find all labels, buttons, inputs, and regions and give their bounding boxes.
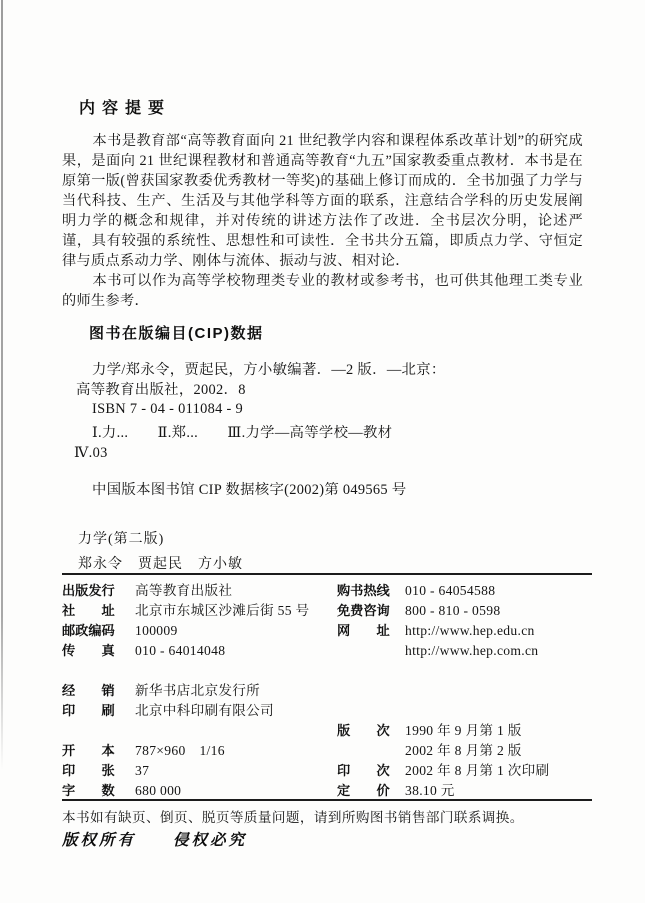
divider-top	[62, 573, 592, 575]
row-label-left: 邮政编码	[62, 623, 115, 638]
row-value-right: 1990 年 9 月第 1 版	[405, 723, 522, 738]
row-label-left	[62, 721, 120, 741]
book-authors: 郑永令 贾起民 方小敏	[78, 557, 243, 572]
cip-heading: 图书在版编目(CIP)数据	[89, 325, 264, 342]
cip-class-line-2: Ⅳ.03	[74, 444, 108, 461]
row-label-right: 购书热线	[337, 583, 390, 598]
row-value-left: 680 000	[135, 783, 182, 798]
row-label-left: 经 销	[62, 683, 115, 698]
row-value-right: 800 - 810 - 0598	[405, 603, 501, 618]
row-label-right	[337, 641, 393, 661]
row-label-left: 传 真	[62, 643, 115, 658]
table-row	[62, 681, 592, 701]
row-label-left: 开 本	[62, 743, 115, 758]
row-label-right: 定 价	[337, 783, 390, 798]
table-row	[62, 601, 592, 621]
row-value-left: 100009	[135, 623, 178, 638]
row-value-right	[405, 681, 592, 701]
cip-publisher-line: 高等教育出版社，2002．8	[76, 381, 246, 398]
table-row	[62, 781, 592, 801]
row-value-left: 37	[135, 763, 150, 778]
row-value-right: http://www.hep.edu.cn	[405, 623, 535, 638]
scan-edge-artifact	[1, 0, 3, 770]
row-label-left: 印 张	[62, 763, 115, 778]
cip-class-line-1: Ⅰ.力... Ⅱ.郑... Ⅲ.力学—高等学校—教材	[92, 425, 393, 441]
row-label-left: 字 数	[62, 783, 115, 798]
row-value-left	[135, 721, 337, 741]
divider-bottom	[62, 799, 592, 801]
summary-heading: 内容提要	[79, 100, 172, 117]
cip-isbn-line: ISBN 7 - 04 - 011084 - 9	[92, 401, 243, 417]
cip-classification	[62, 424, 583, 463]
row-label-left: 出版发行	[62, 583, 115, 598]
row-label-right: 版 次	[337, 723, 390, 738]
row-value-left: 北京市东城区沙滩后街 55 号	[135, 603, 310, 618]
row-value-right: 2002 年 8 月第 1 次印刷	[405, 763, 550, 778]
row-label-right	[337, 741, 393, 761]
row-label-right: 网 址	[337, 623, 390, 638]
copyright-notice: 版权所有 侵权必究	[62, 832, 248, 849]
table-row	[62, 621, 592, 641]
row-value-right: 38.10 元	[405, 783, 455, 798]
row-value-left: 010 - 64014048	[135, 643, 226, 658]
row-value-right: http://www.hep.com.cn	[405, 643, 539, 658]
summary-section	[62, 131, 583, 311]
table-row	[62, 761, 592, 781]
summary-paragraph-2: 本书可以作为高等学校物理类专业的教材或参考书，也可供其他理工类专业的师生参考．	[62, 273, 583, 309]
table-row	[62, 701, 592, 721]
cip-record	[62, 361, 583, 420]
book-title: 力学(第二版)	[78, 532, 165, 547]
row-label-right	[337, 681, 393, 701]
summary-paragraph-1: 本书是教育部“高等教育面向 21 世纪教学内容和课程体系改革计划”的研究成果，是面向 21 世纪课程教材和普通高等教育“九五”国家教委重点教材．本书是在原第一版(曾获国家教委优秀教材一等奖)的基础上修订而成的．全书加强了力学与当代科技、生产、生活及与其他学科等方面的联系，注意结合学科的历史发展阐明力学的概念和规律，并对传统的讲述方法作了改进．全书层次分明，论述严谨，具有较强的系统性、思想性和可读性．全书共分五篇，即质点力学、守恒定律与质点系动力学、刚体与流体、振动与波、相对论．	[62, 133, 583, 269]
row-label-right: 免费咨询	[337, 603, 390, 618]
row-label-right	[337, 701, 393, 721]
table-row	[62, 581, 592, 601]
publication-info-table	[62, 581, 592, 801]
quality-note: 本书如有缺页、倒页、脱页等质量问题，请到所购图书销售部门联系调换。	[62, 810, 524, 825]
row-value-left: 787×960 1/16	[135, 743, 225, 758]
row-value-left: 新华书店北京发行所	[135, 683, 261, 698]
row-label-left: 印 刷	[62, 703, 115, 718]
table-row	[62, 741, 592, 761]
row-label-left: 社 址	[62, 603, 115, 618]
row-value-right	[405, 701, 592, 721]
cip-title-line: 力学/郑永令，贾起民，方小敏编著．—2 版．—北京：	[92, 362, 446, 378]
cip-registry-line: 中国版本图书馆 CIP 数据核字(2002)第 049565 号	[92, 482, 407, 498]
row-value-right: 2002 年 8 月第 2 版	[405, 743, 522, 758]
table-row	[62, 641, 592, 661]
table-row	[62, 721, 592, 741]
row-value-left: 高等教育出版社	[135, 583, 233, 598]
row-value-right: 010 - 64054588	[405, 583, 496, 598]
row-label-right: 印 次	[337, 763, 390, 778]
row-value-left: 北京中科印刷有限公司	[135, 703, 274, 718]
page-content	[62, 0, 592, 903]
